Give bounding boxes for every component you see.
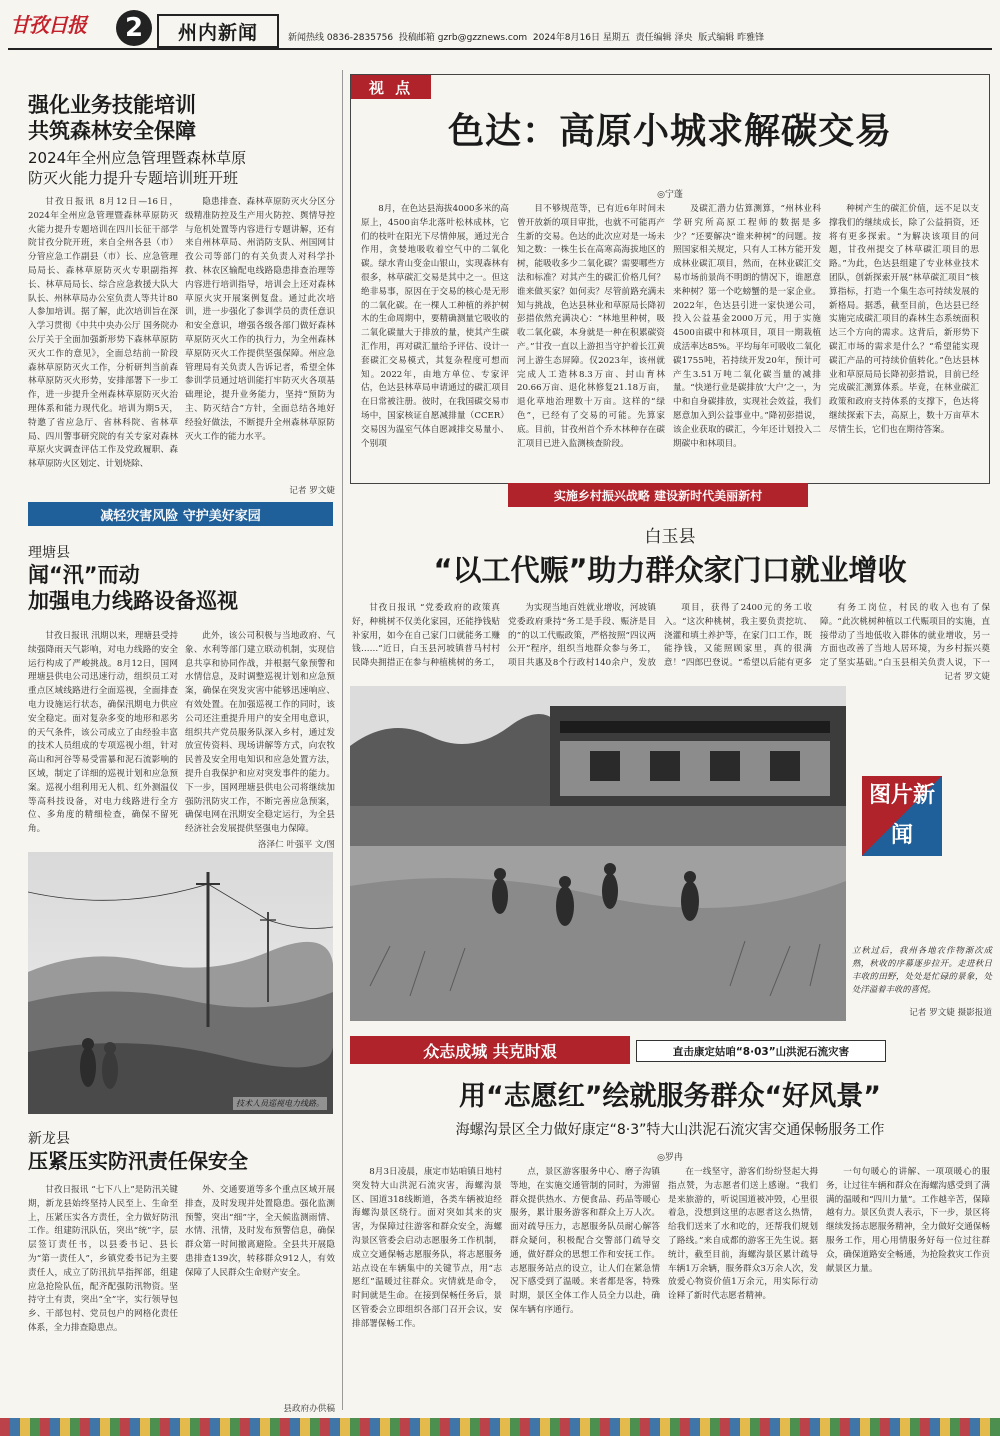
page-number: 2 (124, 13, 144, 43)
issue-weekday: 星期五 (602, 33, 630, 43)
section-name: 州内新闻 (177, 21, 258, 44)
article-paragraph: 点，景区游客服务中心、磨子沟镇等地，在实施交通管制的同时，为滞留群众提供热水、方便食品、药品等暖心服务，累计服务游客和群众上万人次。面对疏导压力，志愿服务队员耐心解答群众疑问，积极配合交警部门疏导交通，做好群众的思想工作和安抚工作。志愿服务站点的设立，让人们在紧急情况下感受到了温暖。来者都是客，特殊时期，景区全体工作人员全力以赴，确保车辆有序通行。 (510, 1167, 660, 1315)
viewpoint-tag-text: 视 点 (368, 78, 414, 97)
viewpoint-tag (351, 75, 431, 99)
article-litang (28, 544, 333, 624)
editor-label: 责任编辑 (635, 33, 672, 43)
article-paragraph: 隐患排查、森林草原防灭火分区分级精准防控及生产用火防控、舆情导控与危机处置等内容进行专题讲解，还有来自州林草局、州消防支队、州国网甘孜公司等部门的有关负责人对科学扑救、林农区输配电线路隐患排查治理等内容进行培训指导，培训会上还对森林草原火灾开展案例复盘。通过此次培训，进一步强化了参训学员的责任意识和安全意识，增强各级各部门做好森林草原防灭火工作的执行力，为全州森林草原防灭火工作提供坚强保障。州应急管理局有关负责人告诉记者，希望全体参训学员通过培训能打牢防灭火各项基础理论，提升业务能力，坚持“预防为主、防灭结合”方针，全面总结各地好经验好做法，不断提升全州森林草原防灭火工作的能力水平。 (185, 197, 335, 442)
article-paragraph: 种树产生的碳汇价值，远不足以支撑我们的继续成长，除了公益捐资，还将有更多探索。“为解决该项目的问题，甘孜州提交了林草碳汇项目的思路。”为此，色达县组建了专业林业技术团队，创新探索开展“林草碳汇项目”核算指标，打造一个集生态可持续发展的新格局。据悉，截至目前，色达县已经实施完成碳汇项目的森林生态系统面积达三个方向的需求。这背后，新形势下碳汇市场的需求是什么？“希望能实现碳汇产品的可持续价值转化。”色达县林业和草原局局长降初彭措说，目前已经完成碳汇测算体系。毕竟，在林业碳汇政策和政府支持体系的支撑下，色达将继续探索下去，高原上，数十万亩草木尽情生长，它们也在期待答案。 (829, 204, 979, 435)
hotline-number: 0836-2835756 (326, 33, 394, 43)
viewpoint-author: 宁蓬 (664, 190, 683, 200)
banner-text: 减轻灾害风险 守护美好家园 (100, 508, 261, 524)
volunteer-author-row (350, 1150, 990, 1163)
volunteer-subtitle: 海螺沟景区全力做好康定“8·3”特大山洪泥石流灾害交通保畅服务工作 (455, 1122, 885, 1138)
article-title-line1: 强化业务技能培训 (28, 93, 196, 117)
article-byline: 记者 罗文婕 (289, 486, 335, 496)
photo-caption: 技术人员巡视电力线路。 (233, 1097, 327, 1110)
article-title-line1: 闻“汛”而动 (28, 563, 140, 587)
masthead-rule (8, 48, 992, 50)
volunteer-col3 (668, 1166, 818, 1412)
article-title: 压紧压实防汛责任保安全 (28, 1149, 248, 1173)
article-paragraph: 外、交通要道等多个重点区域开展排查，及时发现并处置隐患。强化监测预警，突出“细”字，全天候监测雨情、水情、汛情，及时发布预警信息，确保群众第一时间撤离避险。全县共开展隐患排查139次，转移群众912人，有效保障了人民群众生命财产安全。 (185, 1185, 335, 1278)
photo-news-tag (862, 776, 942, 856)
article-paragraph: 甘孜日报讯 “七下八上”是防汛关键期，新龙县始终坚持人民至上、生命至上，压紧压实各方责任，全力做好防汛工作。组建防汛队伍，突出“统”字，层层签订责任书，以县委书记、县长为“第一责任人”，乡镇党委书记为主要责任人，成立了防汛抗旱指挥部，组建应急抢险队伍，配齐配强防汛物资。坚持守土有责，突出“全”字，实行领导包乡、干部包村、党员包户的网格化责任体系，全力排查隐患点。 (28, 1185, 178, 1333)
article-paragraph: 目不够规范等，已有近6年时间未曾开放新的项目审批，也就不可能再产生新的交易。色达的此次应对是一场未知之数：一株生长在高寒高海拔地区的树，能吸收多少二氧化碳？需要哪些方法和标准？对其产生的碳汇价格几何？谁来做买家？如何卖？尽管前路充满未知与挑战，色达县林业和草原局长降初彭措依然充满决心：“林地里种树，吸收二氧化碳，本身就是一种在积累碳资产。”甘孜一直以上游担当守护着长江黄河上游生态屏障。仅2023年，该州就完成人工造林8.3万亩、封山育林20.66万亩、退化林修复21.18万亩，退化草地治理数十万亩。这样的“绿色”，已经有了交易的可能。先算家底。目前，甘孜州首个乔木林种存在碳汇项目已进入监测核查阶段。 (517, 204, 665, 449)
banner-sub-text: 直击康定姑咱“8·03”山洪泥石流灾害 (672, 1045, 850, 1058)
volunteer-col4 (826, 1166, 990, 1412)
article-training-col2 (185, 196, 335, 481)
photo-power-line-illustration (28, 852, 333, 1114)
baiyu-col2 (508, 602, 656, 668)
article-subtitle-line1: 2024年全州应急管理暨森林草原 (28, 149, 247, 167)
banner-rural-revitalization (508, 483, 808, 507)
volunteer-author: 罗冉 (664, 1153, 683, 1163)
viewpoint-col2 (517, 203, 665, 473)
article-xinlong (28, 1130, 333, 1180)
article-paragraph: 甘孜日报讯 8月12日—16日，2024年全州应急管理暨森林草原防灭火能力提升专题培训在四川长征干部学院甘孜分院开班，来自全州各县（市）分管应急工作副县（市）长、应急管理局局长、森林草原防灭火专职副指挥长、林草局局长、综合应急救援大队大队长、州林草局办公室负责人等共计80人参加培训。据了解，此次培训旨在深入学习贯彻《中共中央办公厅 国务院办公厅关于全面加强新形势下森林草原防灭火工作的意见》，全面总结前一阶段森林草原防灭火工作，分析研判当前森林草原防灭火形势，安排部署下一步工作，进一步提升全州森林草原防灭火治理体系和能力现代化。培训为期5天，特邀了省应急厅、省林科院、省林草局、四川警事研究院的有关专家对森林草原火灾调查评估工作及党政履职、森林草原防火区划定、计划烧除、 (28, 197, 178, 470)
article-litang-col1 (28, 630, 178, 848)
newspaper-logo (10, 8, 110, 38)
masthead (0, 0, 1000, 60)
photo-harvest-illustration (350, 686, 846, 1021)
viewpoint-title: 色达：高原小城求解碳交易 (447, 111, 892, 152)
volunteer-title: 用“志愿红”绘就服务群众“好风景” (459, 1081, 881, 1112)
article-xinlong-col2 (185, 1184, 335, 1400)
article-paragraph: 一句句暖心的讲解、一项项暖心的服务，让过往车辆和群众在海螺沟感受到了满满的温暖和“四川力量”。工作越辛苦，保障越有力。景区负责人表示，下一步，景区将继续发扬志愿服务精神，全力做好交通保畅服务工作，用心用情服务好每一位过往群众，确保道路安全畅通，为抢险救灾工作贡献景区力量。 (826, 1167, 990, 1274)
banner-disaster-reduction (28, 502, 333, 526)
email-label: 投稿邮箱 (398, 33, 435, 43)
page-footer-border (0, 1418, 1000, 1436)
photo-news-caption: 立秋过后，我州各地农作物渐次成熟，秋收的序幕逐步拉开。走进秋日丰收的田野，处处是忙碌的景象，处处洋溢着丰收的喜悦。 (852, 945, 992, 994)
section-title (157, 14, 279, 48)
county-name: 新龙县 (28, 1131, 70, 1147)
banner-solidarity (350, 1036, 630, 1064)
masthead-info (288, 30, 988, 44)
banner-text: 实施乡村振兴战略 建设新时代美丽新村 (553, 488, 763, 503)
editor-name: 泽央 (674, 33, 693, 43)
article-paragraph: 甘孜日报讯 汛期以来，理塘县受持续强降雨天气影响，对电力线路的安全运行构成了严峻挑战。8月12日，国网理塘县供电公司迅速行动，组织员工对重点区域线路进行全面巡视，全面排查电力设施运行状态，确保汛期电力供应安全稳定。面对复杂多变的地形和恶劣的天气条件，该公司成立了由经验丰富的技术人员组成的专项巡视小组，针对高山和河谷等易受雷暴和泥石流影响的区域，制定了详细的巡视计划和应急预案。巡视小组利用无人机、红外测温仪等高科技设备，对电力线路进行全方位、多角度的精细检查，确保不留死角。 (28, 631, 178, 835)
volunteer-col1 (352, 1166, 502, 1412)
viewpoint-author-row (351, 187, 989, 200)
banner-text: 众志成城 共克时艰 (423, 1041, 557, 1061)
photo-news-byline: 记者 罗文婕 摄影报道 (909, 1008, 992, 1018)
article-title-line2: 加强电力线路设备巡视 (28, 589, 238, 613)
article-byline: 县政府办供稿 (283, 1404, 335, 1414)
article-paragraph: 甘孜日报讯 “党委政府的政策真好，种桃树不仅美化家园，还能挣钱贴补家用，如今在自己家门口就能务工赚钱……”近日，白玉县河坡镇普马村村民降央拥措正在参与种植桃树的务工， (352, 603, 500, 668)
baiyu-col3 (664, 602, 812, 668)
article-byline: 记者 罗文婕 (944, 672, 990, 682)
article-litang-col2 (185, 630, 335, 838)
county-name: 理塘县 (28, 545, 70, 561)
column-divider (342, 70, 343, 1410)
article-paragraph: 8月，在色达县海拔4000多米的高原上，4500亩华北落叶松林成林，它们的枝叶在阳光下尽情伸展，通过光合作用，贪婪地吸收着空气中的二氧化碳。绿水青山变金山银山，实现森林有很多，林草碳汇交易是其中之一。但这绝非易事，原因在于交易的核心是无形的二氧化碳。在一棵人工种植的养护树木的生命周期中，要精确测量它吸收的二氧化碳量大于排放的量，使其产生碳汇作用，再对碳汇量给予评估、设计一套碳汇交易模式，其复杂程度可想而知。2022年，由地方单位、专家评估，色达县林草局申请通过的碳汇项目在日常被注册。彼时，在我国碳交易市场中，国家核证自愿减排量（CCER）交易因为温室气体自愿减排交易量小、个别项 (361, 204, 509, 449)
logo-text: 甘孜日报 (10, 12, 86, 37)
viewpoint-col1 (361, 203, 509, 473)
article-byline: 洛泽仁 叶强平 文/图 (257, 840, 335, 850)
page-number-badge (116, 10, 152, 46)
article-paragraph: 为实现当地百姓就业增收，河坡镇党委政府秉持“务工是手段、赈济是目的”的以工代赈政策，严格按照“四议两公开”程序，组织当地群众参与务工，项目共惠及8个行政村140余户，发放 (508, 603, 656, 668)
article-subtitle-line2: 防灭火能力提升专题培训班开班 (28, 169, 239, 187)
issue-date: 2024年8月16日 (532, 33, 600, 43)
banner-solidarity-sub (636, 1040, 886, 1062)
article-xinlong-col1 (28, 1184, 178, 1414)
article-title-line2: 共筑森林安全保障 (28, 119, 196, 143)
baiyu-col4 (820, 602, 990, 668)
article-paragraph: 及碳汇潜力估算测算，“州林业科学研究所高原工程师的数据是多少？”还要解决“谁来种树”的问题。按照国家相关规定，只有人工林方能开发成林业碳汇项目，然而，在林业碳汇交易市场前景尚不明朗的情况下，谁愿意来种树？第一个吃螃蟹的是一家企业。2022年，色达县引进一家快递公司，投入公益基金2000万元，用于实施4500亩碳中和林项目，项目一期栽植成活率达85%。平均每年可吸收二氧化碳1755吨，若持续开发20年，预计可产生3.51万吨二氧化碳当量的减排量。“快递行业是碳排放‘大户’之一，为中和自身碳排放，实现社会效益，我们愿意加入到公益事业中。”降初彭措说，该企业获取的碳汇，今年还计划投入二期碳中和林项目。 (673, 204, 821, 449)
volunteer-col2 (510, 1166, 660, 1412)
viewpoint-col3 (673, 203, 821, 473)
designer-label: 版式编辑 (698, 33, 735, 43)
article-paragraph: 项目，获得了2400元的务工收入。“这次种桃树，我主要负责挖坑、浇灌和填土养护等，在家门口工作，既能挣钱，又能照顾家里，真的很满意！”四郎巴登说。“希望以后能有更多 (664, 603, 812, 668)
author-icon: ◎ (657, 190, 665, 200)
article-paragraph: 此外，该公司积极与当地政府、气象、水利等部门建立联动机制，实现信息共享和协同作战，并根据气象预警和水情信息，及时调整巡视计划和应急预案，确保在突发灾害中能够迅速响应、有效处置。在加强巡视工作的同时，该公司还注重提升用户的安全用电意识，组织共产党员服务队深入乡村，通过发放宣传资料、现场讲解等方式，向农牧民普及安全用电知识和应急处置方法，提升自我保护和应对突发事件的能力。下一步，国网理塘县供电公司将继续加强防汛防灾工作，不断完善应急预案，确保电网在汛期安全稳定运行，为全县经济社会发展提供坚强电力保障。 (185, 631, 335, 835)
viewpoint-col4 (829, 203, 979, 473)
hotline-label: 新闻热线 (288, 33, 325, 43)
baiyu-title: “以工代赈”助力群众家门口就业增收 (433, 553, 907, 587)
photo-news-tag-text: 图片新闻 (862, 776, 942, 856)
designer-name: 昨雅锋 (737, 33, 765, 43)
baiyu-county: 白玉县 (644, 527, 696, 547)
photo-power-line-patrol (28, 852, 333, 1114)
article-paragraph: 8月3日凌晨，康定市姑咱镇日地村突发特大山洪泥石流灾害，海螺沟景区、国道318线断道，各类车辆被迫经海螺沟景区绕行。面对突如其来的灾害，为保障过往游客和群众安全，海螺沟景区管委会启动志愿服务工作机制，成立交通保畅志愿服务队，将志愿服务站点设在车辆集中的关键节点，用“志愿红”温暖过往群众。灾情就是命令，时间就是生命。在接到保畅任务后，景区管委会立即组织各部门召开会议，安排部署保畅工作。 (352, 1167, 502, 1329)
email-address: gzrb@gzznews.com (437, 33, 528, 43)
author-icon: ◎ (657, 1153, 665, 1163)
article-paragraph: 在一线坚守，游客们纷纷竖起大拇指点赞，为志愿者们送上感谢。“我们是来旅游的，听说国道被冲毁，心里很着急，没想到这里的志愿者这么热情，给我们送来了水和吃的，还帮我们规划了路线。”来自成都的游客王先生说。据统计，截至目前，海螺沟景区累计疏导车辆1万余辆，服务群众3万余人次，发放爱心物资价值1万余元，用实际行动诠释了新时代志愿者精神。 (668, 1167, 818, 1302)
baiyu-col1 (352, 602, 500, 668)
article-training-col1 (28, 196, 178, 496)
viewpoint-box (350, 74, 990, 484)
photo-harvest-field (350, 686, 846, 1021)
article-paragraph: 有务工岗位，村民的收入也有了保障。“此次桃树种植以工代赈项目的实施，直接带动了当地低收入群体的就业增收，另一方面也改善了当地人居环境，为乡村振兴奠定了坚实基础。”白玉县相关负责人说，下一 (820, 603, 990, 668)
